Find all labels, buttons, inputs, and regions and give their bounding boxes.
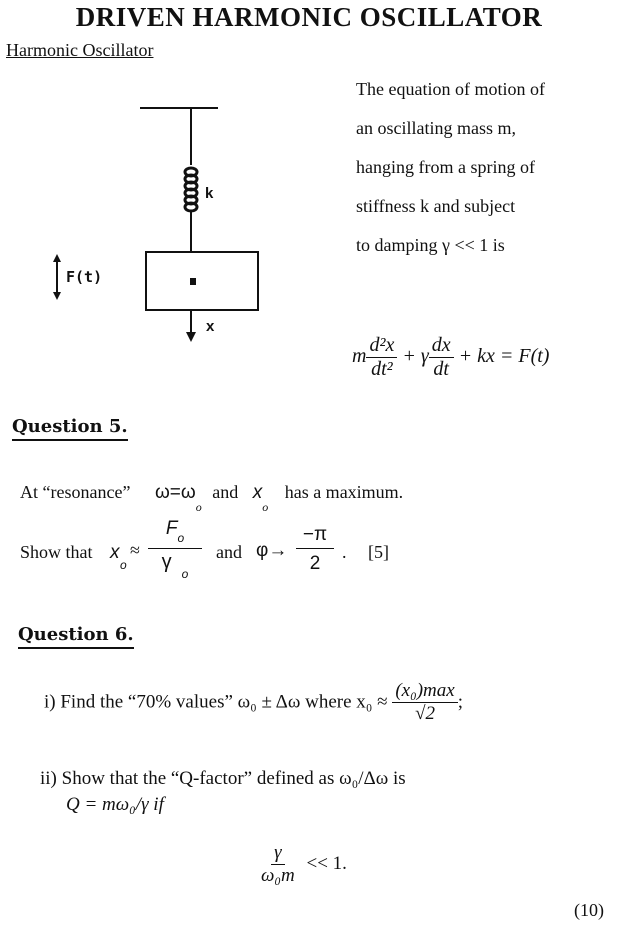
q5-frac-den [148,549,202,581]
q5-phase-arrow: φ→ [256,540,288,561]
displacement-label: x [206,318,215,335]
q5-show-that: Show that [20,542,93,562]
q5-maximum-text: has a maximum. [284,482,404,502]
q5-F: F [165,518,178,539]
q5-sub-o: o [262,499,269,514]
q5-phase-fraction [296,524,334,575]
question-5-heading: Question 5. [12,416,128,441]
oscillator-diagram [40,100,280,350]
q6-i-semicolon: ; [457,691,463,713]
q5-frac-num: −π [296,524,334,549]
eq-second-derivative [366,334,397,381]
q6-condition-fraction [258,842,298,887]
eq-frac-den: dt [433,358,449,380]
q5-omega-eq: ω=ω [154,482,196,503]
eq-mass: m [352,345,367,368]
intro-line: hanging from a spring of [356,157,535,177]
q6-frac-num: γ [271,842,285,865]
q6-part-ii [40,766,406,818]
q5-sub-o: o [195,499,202,514]
eq-frac-den: dt² [371,358,393,380]
q6-condition-rest: << 1. [306,853,347,875]
q6-ii-line-1: ii) Show that the “Q-factor” defined as ω₀/Δω is [40,768,406,789]
eq-frac-num: d²x [366,334,397,358]
q5-frac-num [148,518,202,549]
intro-line: stiffness k and subject [356,196,516,216]
q5-and: and [216,542,242,562]
equation-of-motion [352,334,549,381]
spring-label: k [205,185,214,202]
q6-frac-den: ω₀m [261,864,295,886]
intro-line: an oscillating mass m, [356,118,516,138]
q5-sub-o: o [177,531,185,545]
down-arrow-icon [53,292,61,300]
q5-resonance-text: At “resonance” [20,482,131,502]
question-6-heading: Question 6. [18,624,134,649]
eq-damping-term: + γ [402,345,429,368]
q5-x: x [252,482,263,503]
q6-i-fraction [392,680,457,725]
q5-marks: [5] [368,542,389,562]
q5-amplitude-fraction [148,518,202,581]
q5-line-1 [20,482,404,514]
force-label: F(t) [66,268,103,286]
q5-sub-o: o [120,558,127,572]
intro-paragraph [356,70,614,265]
down-arrow-icon [186,332,196,342]
intro-line: to damping γ << 1 is [356,235,505,255]
eq-rest: + kx = F(t) [458,345,550,368]
section-subtitle: Harmonic Oscillator [6,40,154,60]
eq-first-derivative [429,334,454,381]
q6-marks: (10) [574,900,604,920]
q5-period: . [342,542,347,562]
q6-part-i [44,680,463,725]
eq-frac-num: dx [429,334,454,358]
q6-i-text: i) Find the “70% values” ω₀ ± Δω where x₀ ≈ [44,691,388,713]
intro-line: The equation of motion of [356,79,545,99]
q6-frac-num: (x₀)max [392,680,457,703]
q5-sub-o: o [181,567,189,581]
q6-frac-den: √2 [415,702,435,724]
mass-center-dot [190,278,196,285]
spring-icon [185,168,197,211]
mass-box [146,252,258,310]
q5-gamma: γ [161,551,172,573]
page-title: DRIVEN HARMONIC OSCILLATOR [75,2,543,32]
q6-ii-line-2: Q = mω₀/γ if [66,794,164,815]
q5-x: x [110,542,120,563]
q5-approx: ≈ [130,540,140,560]
q5-and: and [212,482,239,502]
q6-condition [258,842,347,887]
q5-frac-den: 2 [309,553,321,574]
up-arrow-icon [53,254,61,262]
